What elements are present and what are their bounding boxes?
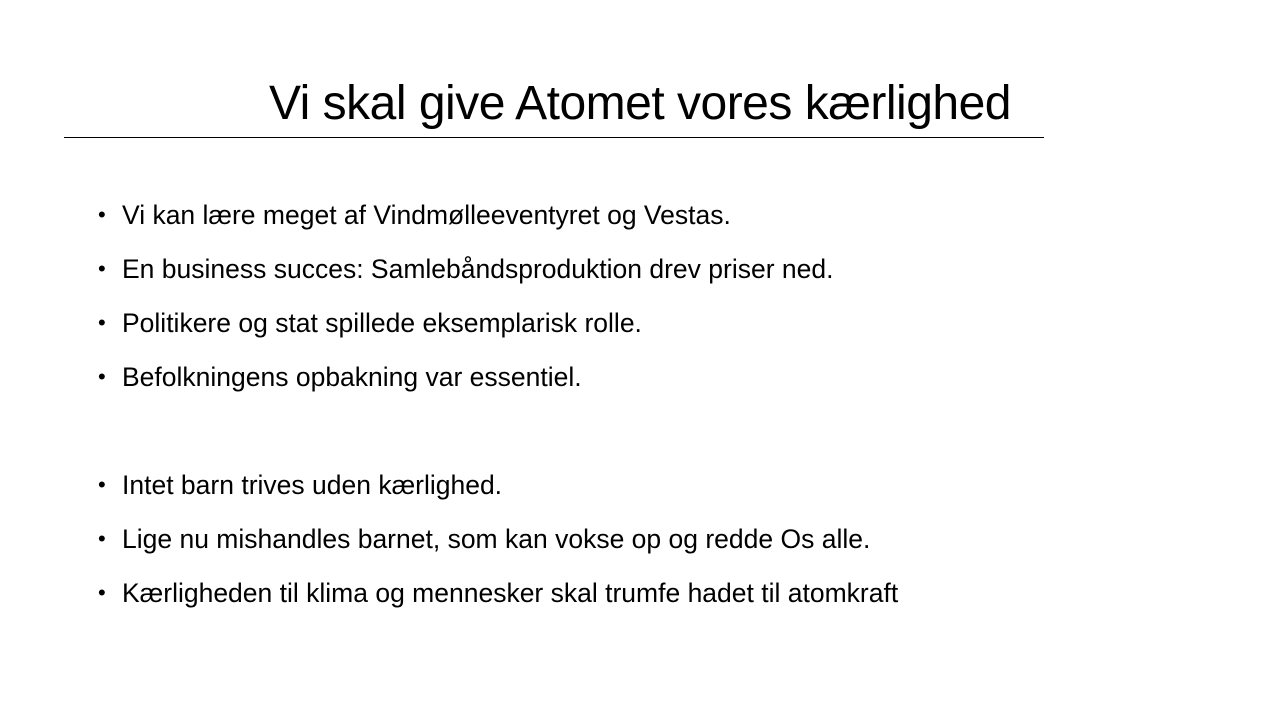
bullet-item: [96, 570, 1236, 624]
bullet-dot-icon: •: [98, 256, 106, 281]
bullet-dot-icon: •: [98, 310, 106, 335]
bullet-dot-icon: •: [98, 580, 106, 605]
bullet-text: Politikere og stat spillede eksemplarisk rolle.: [122, 308, 642, 338]
bullet-list: [96, 192, 1236, 624]
bullet-dot-icon: •: [98, 202, 106, 227]
bullet-dot-icon: •: [98, 364, 106, 389]
bullet-item: [96, 246, 1236, 300]
bullet-text: Befolkningens opbakning var essentiel.: [122, 362, 582, 392]
slide-title: Vi skal give Atomet vores kærlighed: [269, 77, 1011, 130]
bullet-text: Intet barn trives uden kærlighed.: [122, 470, 503, 500]
list-spacer: [96, 408, 1236, 462]
bullet-item: [96, 354, 1236, 408]
bullet-text: En business succes: Samlebåndsproduktion drev priser ned.: [122, 254, 834, 284]
bullet-item: [96, 300, 1236, 354]
bullet-item: [96, 516, 1236, 570]
title-underline: [64, 137, 1044, 138]
bullet-dot-icon: •: [98, 472, 106, 497]
bullet-item: [96, 462, 1236, 516]
bullet-item: [96, 192, 1236, 246]
bullet-text: Kærligheden til klima og mennesker skal trumfe hadet til atomkraft: [122, 578, 899, 608]
bullet-text: Vi kan lære meget af Vindmølleeventyret og Vestas.: [122, 200, 731, 230]
bullet-dot-icon: •: [98, 526, 106, 551]
bullet-text: Lige nu mishandles barnet, som kan vokse op og redde Os alle.: [122, 524, 871, 554]
